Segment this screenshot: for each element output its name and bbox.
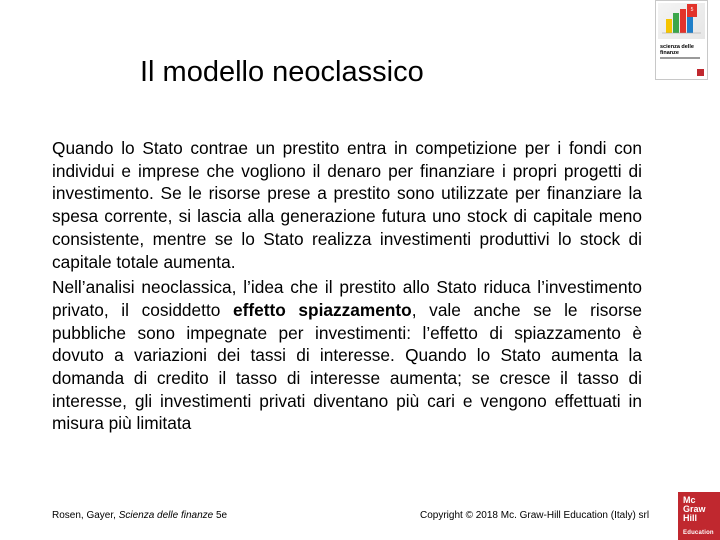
logo-wordmark: Mc Graw Hill: [683, 495, 706, 523]
paragraph-2-text-start: Nell’analisi neoclassica, l’idea che il prestito allo Stato riduca l’investimento privato, il cosiddetto: [52, 277, 642, 320]
citation-book-title: Scienza delle finanze: [118, 510, 214, 521]
footer-copyright: Copyright © 2018 Mc. Graw-Hill Education (Italy) srl: [420, 510, 650, 521]
paragraph-2-text-end: , vale anche se le risorse pubbliche sono impegnate per investimenti: l’effetto di spiazzamento è dovuto a variazioni dei tassi di interesse. Quando lo Stato aumenta la domanda di credito il tasso di interesse aumenta; se cresce il tasso di interesse, gli investimenti privati diventano più cari e vengono effettuati in misura più limitata: [52, 299, 643, 434]
cover-author-line: [660, 57, 700, 59]
cover-logo-mark: [697, 69, 704, 76]
citation-edition: 5e: [213, 510, 228, 521]
slide-title: Il modello neoclassico: [140, 56, 424, 88]
body-paragraph-1: Quando lo Stato contrae un prestito entra in competizione per i fondi con individui e imprese che vogliono il denaro per finanziare i propri progetti di investimento. Se le risorse prese a prestito sono utilizzate per finanziare la spesa corrente, si lascia alla generazione futura uno stock di capitale meno consistente, mentre se lo Stato realizza investimenti produttivi lo stock di capitale totale aumenta.: [52, 138, 642, 272]
slide-body: [52, 137, 642, 438]
book-cover-thumbnail: [655, 0, 708, 80]
edition-badge: 5: [687, 4, 697, 17]
body-paragraph-2: [52, 276, 642, 435]
footer-citation: [52, 510, 227, 521]
cover-chart-art: [658, 3, 705, 39]
mcgraw-hill-logo: [678, 492, 720, 540]
logo-education: Education: [683, 530, 714, 536]
bold-term-effetto-spiazzamento: effetto spiazzamento: [233, 299, 412, 320]
cover-title: scienza delle finanze: [660, 44, 694, 56]
citation-authors: Rosen, Gayer,: [52, 510, 119, 521]
